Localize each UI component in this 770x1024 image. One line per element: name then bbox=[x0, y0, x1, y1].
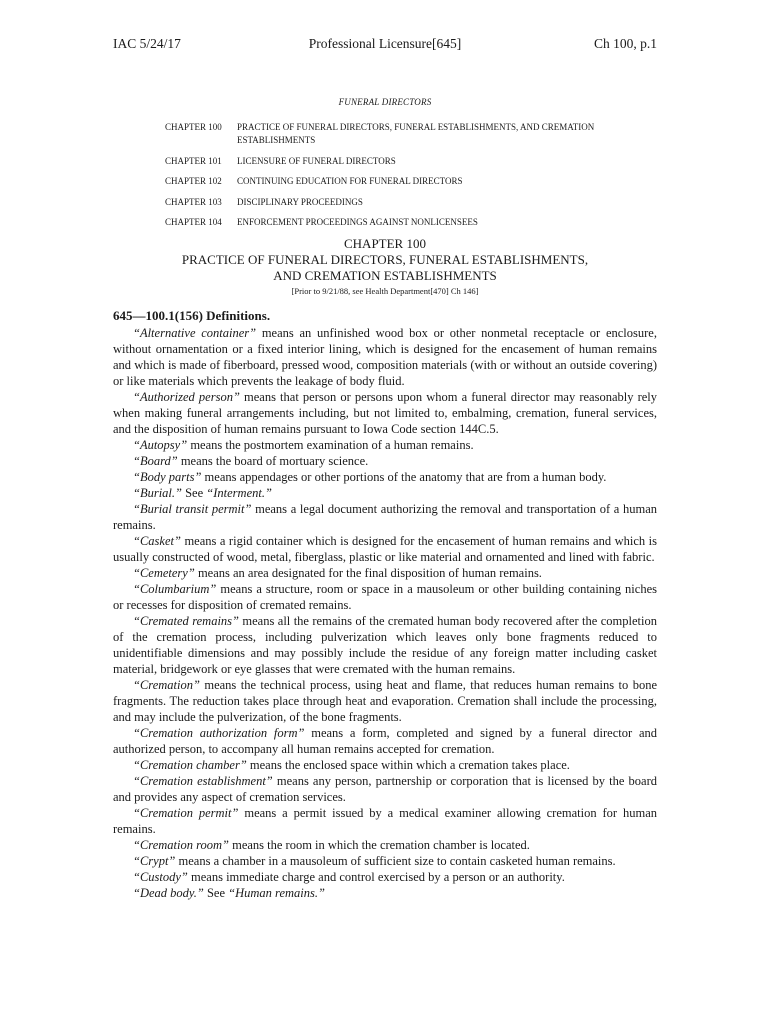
definition-text: means any person, partnership or corporation that is licensed by the board and provides any aspect of cremation services. bbox=[113, 774, 657, 804]
toc-chapter-title: DISCIPLINARY PROCEEDINGS bbox=[237, 196, 363, 207]
definition-text: means a legal document authorizing the removal and transportation of a human remains. bbox=[113, 502, 657, 532]
definition-term: “Burial transit permit” bbox=[133, 502, 252, 516]
definition-text: means the enclosed space within which a cremation takes place. bbox=[246, 758, 570, 772]
header-date: IAC 5/24/17 bbox=[113, 36, 181, 51]
definition-term: “Cremation chamber” bbox=[133, 758, 247, 772]
definition-term: “Columbarium” bbox=[133, 582, 217, 596]
definition-paragraph bbox=[113, 853, 657, 869]
definition-paragraph bbox=[113, 773, 657, 805]
definition-text: means the room in which the cremation chamber is located. bbox=[228, 838, 530, 852]
definition-text: means a chamber in a mausoleum of sufficient size to contain casketed human remains. bbox=[175, 854, 616, 868]
definition-text: means a permit issued by a medical examiner allowing cremation for human remains. bbox=[113, 806, 657, 836]
definition-paragraph bbox=[113, 325, 657, 389]
definition-cross-reference: “Interment.” bbox=[206, 486, 272, 500]
definition-text: means all the remains of the cremated human body recovered after the completion of the cremation process, including pulverization which leaves only bone fragments reduced to unidentifiable dimensions and may possibly include the residue of any foreign matter including casket material, bridgework or eye glasses that were cremated with the human remains. bbox=[113, 614, 657, 676]
definition-term: “Cremation permit” bbox=[133, 806, 239, 820]
definition-cross-reference: “Human remains.” bbox=[228, 886, 325, 900]
definition-text: See bbox=[203, 886, 229, 900]
definition-term: “Dead body.” bbox=[133, 886, 204, 900]
chapter-title-line-2: AND CREMATION ESTABLISHMENTS bbox=[273, 268, 497, 283]
header-page-ref: Ch 100, p.1 bbox=[593, 36, 657, 51]
running-header bbox=[113, 36, 657, 54]
definition-paragraph bbox=[113, 837, 657, 853]
definition-text: means a form, completed and signed by a funeral director and authorized person, to accompany all human remains accepted for cremation. bbox=[113, 726, 657, 756]
definition-term: “Cremation room” bbox=[133, 838, 229, 852]
toc-row bbox=[165, 175, 615, 188]
definition-text: means the board of mortuary science. bbox=[177, 454, 369, 468]
definition-paragraph bbox=[113, 389, 657, 437]
definition-term: “Casket” bbox=[133, 534, 181, 548]
definition-paragraph bbox=[113, 725, 657, 757]
toc-chapter-title: ENFORCEMENT PROCEEDINGS AGAINST NONLICENSEES bbox=[237, 217, 478, 227]
definition-term: “Custody” bbox=[133, 870, 188, 884]
chapter-number: CHAPTER 100 bbox=[344, 236, 426, 251]
toc-title: FUNERAL DIRECTORS bbox=[338, 97, 432, 107]
toc-chapter-title: LICENSURE OF FUNERAL DIRECTORS bbox=[237, 155, 396, 166]
definition-term: “Cremation authorization form” bbox=[133, 726, 305, 740]
definition-paragraph bbox=[113, 565, 657, 581]
definition-text: means the technical process, using heat and flame, that reduces human remains to bone fragments. The reduction takes place through heat and evaporation. Cremation shall include the processing, and may include the pulverization, of the bone fragments. bbox=[113, 678, 657, 724]
table-of-contents bbox=[165, 121, 615, 237]
definition-term: “Cemetery” bbox=[133, 566, 195, 580]
toc-chapter-title: PRACTICE OF FUNERAL DIRECTORS, FUNERAL ESTABLISHMENTS, AND CREMATION ESTABLISHMENTS bbox=[237, 122, 595, 145]
definition-text: means an area designated for the final disposition of human remains. bbox=[194, 566, 542, 580]
definition-term: “Autopsy” bbox=[133, 438, 188, 452]
rule-body bbox=[113, 308, 657, 901]
definition-paragraph bbox=[113, 885, 657, 901]
toc-row bbox=[165, 121, 615, 147]
definition-term: “Cremation” bbox=[133, 678, 200, 692]
definition-term: “Cremation establishment” bbox=[133, 774, 273, 788]
chapter-title-line-1: PRACTICE OF FUNERAL DIRECTORS, FUNERAL ESTABLISHMENTS, bbox=[181, 252, 589, 267]
toc-chapter-number: CHAPTER 103 bbox=[165, 196, 222, 207]
definition-text: means the postmortem examination of a human remains. bbox=[187, 438, 474, 452]
rule-heading: 645—100.1(156) Definitions. bbox=[113, 308, 271, 323]
definition-paragraph bbox=[113, 485, 657, 501]
definition-paragraph bbox=[113, 469, 657, 485]
definitions-list bbox=[113, 325, 657, 901]
chapter-history-note: [Prior to 9/21/88, see Health Department[470] Ch 146] bbox=[291, 286, 479, 296]
definition-term: “Crypt” bbox=[133, 854, 176, 868]
toc-chapter-number: CHAPTER 101 bbox=[165, 155, 222, 166]
chapter-heading bbox=[113, 236, 657, 297]
toc-row bbox=[165, 196, 615, 209]
toc-chapter-title: CONTINUING EDUCATION FOR FUNERAL DIRECTORS bbox=[237, 176, 463, 186]
toc-chapter-number: CHAPTER 104 bbox=[165, 217, 222, 227]
definition-text: means that person or persons upon whom a funeral director may reasonably rely when making funeral arrangements including, but not limited to, embalming, cremation, funeral services, and the disposition of human remains pursuant to Iowa Code section 144C.5. bbox=[113, 390, 658, 436]
definition-text: See bbox=[181, 486, 207, 500]
definition-text: means a structure, room or space in a mausoleum or other building containing niches or recesses for disposition of cremated remains. bbox=[113, 582, 657, 612]
header-agency: Professional Licensure[645] bbox=[308, 36, 462, 51]
toc-chapter-number: CHAPTER 100 bbox=[165, 122, 222, 132]
definition-term: “Board” bbox=[133, 454, 178, 468]
definition-paragraph bbox=[113, 581, 657, 613]
definition-paragraph bbox=[113, 805, 657, 837]
definition-term: “Burial.” bbox=[133, 486, 182, 500]
definition-text: means a rigid container which is designed for the encasement of human remains and which is usually constructed of wood, metal, fiberglass, plastic or like material and ornamented and lined with fabric. bbox=[113, 534, 657, 564]
definition-paragraph bbox=[113, 453, 657, 469]
definition-term: “Authorized person” bbox=[133, 390, 240, 404]
definition-text: means immediate charge and control exercised by a person or an authority. bbox=[187, 870, 565, 884]
definition-text: means an unfinished wood box or other nonmetal receptacle or enclosure, without ornamentation or a fixed interior lining, which is designed for the encasement of human remains and which is made of fiberboard, pressed wood, composition materials (with or without an outside covering) or like materials which prevents the leakage of body fluid. bbox=[113, 326, 657, 388]
definition-term: “Alternative container” bbox=[133, 326, 257, 340]
definition-term: “Cremated remains” bbox=[133, 614, 239, 628]
definition-term: “Body parts” bbox=[133, 470, 202, 484]
definition-paragraph bbox=[113, 533, 657, 565]
definition-paragraph bbox=[113, 613, 657, 677]
definition-paragraph bbox=[113, 757, 657, 773]
definition-text: means appendages or other portions of the anatomy that are from a human body. bbox=[201, 470, 607, 484]
toc-row bbox=[165, 155, 615, 168]
definition-paragraph bbox=[113, 501, 657, 533]
toc-chapter-number: CHAPTER 102 bbox=[165, 176, 222, 186]
definition-paragraph bbox=[113, 869, 657, 885]
definition-paragraph bbox=[113, 437, 657, 453]
toc-row bbox=[165, 216, 615, 229]
definition-paragraph bbox=[113, 677, 657, 725]
